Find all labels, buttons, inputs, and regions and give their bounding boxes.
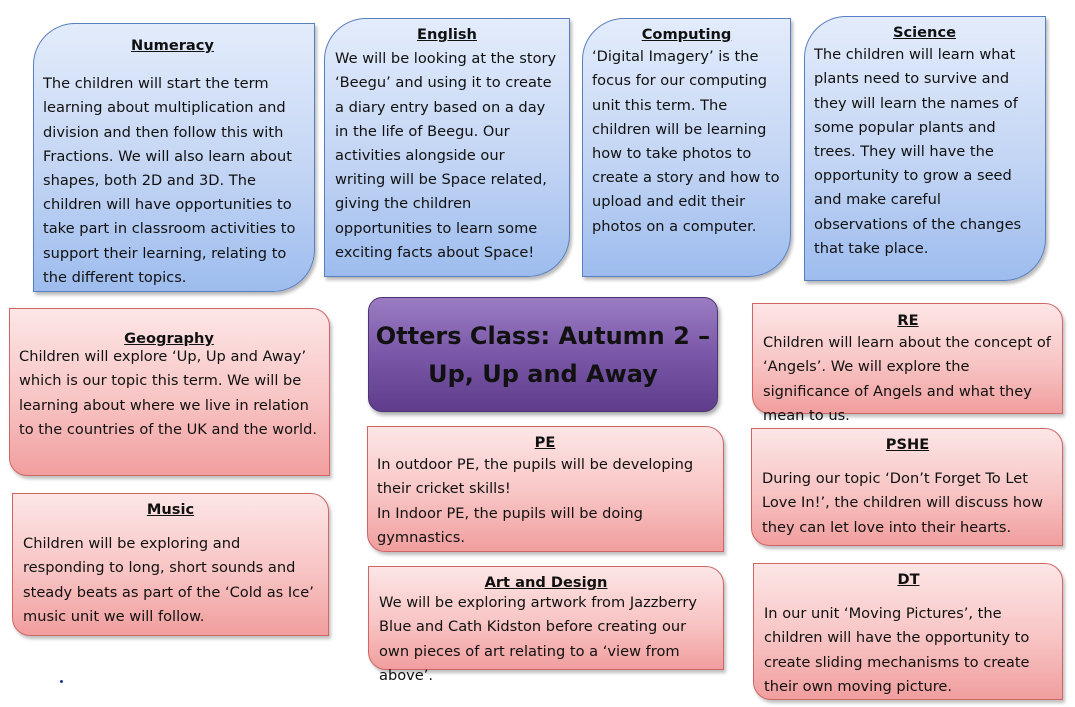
pe-text-outdoor: In outdoor PE, the pupils will be developing their cricket skills! xyxy=(377,456,694,498)
pshe-text: During our topic ‘Don’t Forget To Let Love In!’, the children will discuss how they can let love into their hearts. xyxy=(762,470,1044,536)
re-text: Children will learn about the concept of ‘Angels’. We will explore the significance of Angels and what they mean to us. xyxy=(763,334,1051,424)
science-text: The children will learn what plants need to survive and they will learn the names of some popular plants and trees. They will have the opportunity to grow a seed and make careful observations of the changes that take place. xyxy=(814,46,1022,257)
art-text: We will be exploring artwork from Jazzberry Blue and Cath Kidston before creating our own pieces of art relating to a ‘view from above’. xyxy=(379,594,698,684)
class-title-box xyxy=(368,297,718,412)
pe-text-indoor: In Indoor PE, the pupils will be doing gymnastics. xyxy=(377,504,643,546)
numeracy-text: The children will start the term learning about multiplication and division and then follow this with Fractions. We will also learn about shapes, both 2D and 3D. The children will have opportunities to take part in classroom activities to support their learning, relating to the different topics. xyxy=(43,75,296,286)
dt-text: In our unit ‘Moving Pictures’, the children will have the opportunity to create sliding mechanisms to create their own moving picture. xyxy=(764,605,1030,695)
re-title: RE xyxy=(897,312,919,329)
english-box xyxy=(324,18,570,277)
english-title: English xyxy=(417,26,477,43)
art-title: Art and Design xyxy=(484,574,608,591)
numeracy-title: Numeracy xyxy=(131,37,214,54)
computing-box xyxy=(582,18,791,277)
geography-box xyxy=(9,308,330,476)
dt-title: DT xyxy=(897,571,920,588)
music-title: Music xyxy=(146,501,195,518)
english-text: We will be looking at the story ‘Beegu’ and using it to create a diary entry based on a day in the life of Beegu. Our activities alongside our writing will be Space related, giving the children opportunities to learn some exciting facts about Space! xyxy=(335,50,557,261)
music-text: Children will be exploring and responding to long, short sounds and steady beats as part of the ‘Cold as Ice’ music unit we will follow. xyxy=(23,535,314,625)
pe-title: PE xyxy=(534,434,556,451)
geography-title: Geography xyxy=(124,330,214,347)
pe-box xyxy=(367,426,724,552)
computing-title: Computing xyxy=(641,26,732,43)
class-title-line2: Up, Up and Away xyxy=(428,359,658,388)
science-title: Science xyxy=(893,24,956,41)
dt-box xyxy=(753,563,1063,700)
science-box xyxy=(804,16,1046,281)
geography-text: Children will explore ‘Up, Up and Away’ which is our topic this term. We will be learning about where we live in relation to the countries of the UK and the world. xyxy=(19,348,318,438)
computing-text: ‘Digital Imagery’ is the focus for our computing unit this term. The children will be learning how to take photos to create a story and how to upload and edit their photos on a computer. xyxy=(592,48,780,235)
stray-dot xyxy=(60,680,63,683)
music-box xyxy=(12,493,329,636)
pshe-box xyxy=(751,428,1063,546)
re-box xyxy=(752,303,1063,424)
art-box xyxy=(368,566,724,684)
class-title-line1: Otters Class: Autumn 2 – xyxy=(375,321,711,350)
numeracy-box xyxy=(33,23,315,292)
pshe-title: PSHE xyxy=(885,436,930,453)
